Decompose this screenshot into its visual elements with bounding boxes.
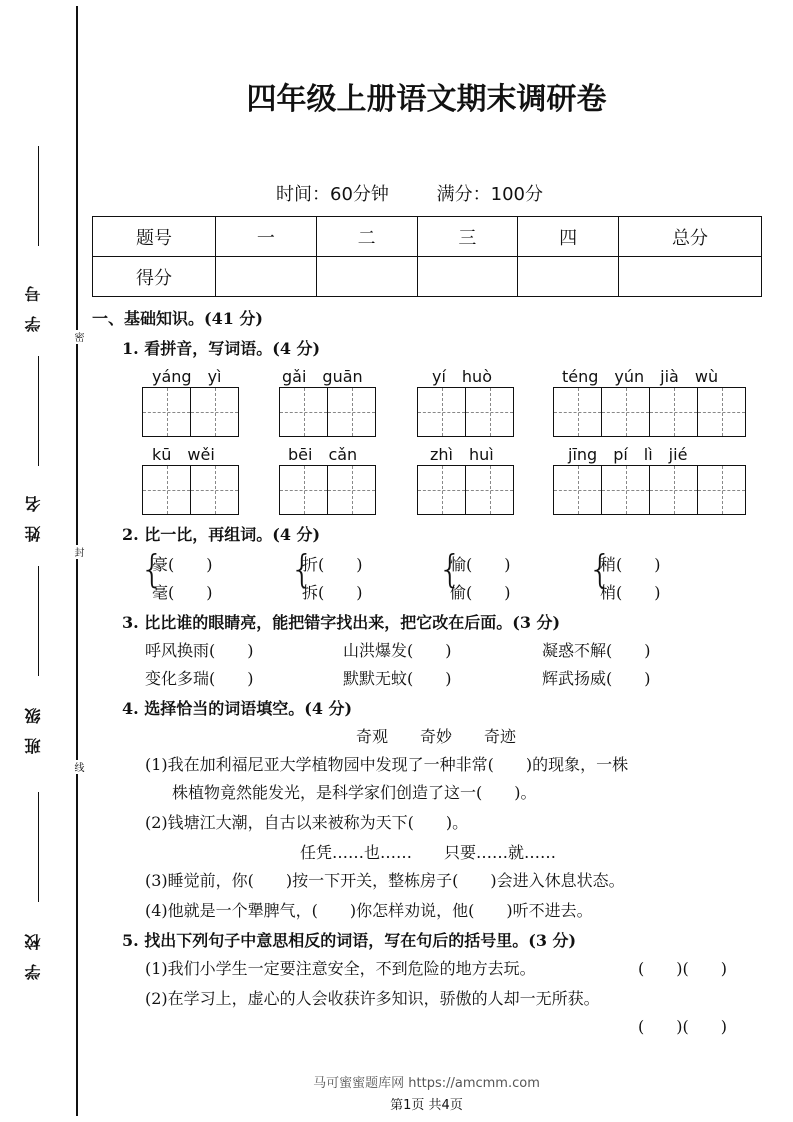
idiom-item: 辉武扬威( ): [542, 669, 651, 688]
score-input-cell[interactable]: [216, 257, 317, 297]
writing-grid[interactable]: [142, 465, 239, 515]
school-rule: [38, 792, 39, 902]
pinyin: bēi cǎn: [288, 445, 358, 464]
pinyin: yí huò: [432, 367, 492, 386]
answer-brackets: ( )( ): [638, 1017, 727, 1036]
compare-word: 折( ): [302, 555, 363, 574]
idiom-item: 凝惑不解( ): [542, 641, 651, 660]
writing-grid[interactable]: [553, 465, 746, 515]
q2-title: 2. 比一比，再组词。(4 分): [122, 525, 321, 544]
score-header-cell: 题号: [93, 217, 216, 257]
score-header-cell: 四: [518, 217, 619, 257]
brace: {: [290, 547, 315, 591]
compare-word: 豪( ): [152, 555, 213, 574]
pinyin: yáng yì: [152, 367, 222, 386]
answer-brackets: ( )( ): [638, 959, 727, 978]
writing-grid[interactable]: [417, 465, 514, 515]
exam-meta: [276, 180, 585, 206]
name-rule: [38, 356, 39, 466]
score-header-cell: 二: [316, 217, 417, 257]
compare-word: 拆( ): [302, 583, 363, 602]
compare-word: 毫( ): [152, 583, 213, 602]
student-id-rule: [38, 146, 39, 246]
compare-word: 梢( ): [600, 583, 661, 602]
score-table: [92, 216, 762, 297]
pinyin: téng yún jià wù: [562, 367, 719, 386]
brace: {: [588, 547, 613, 591]
full-score: 满分：100分: [436, 184, 543, 205]
score-input-cell[interactable]: [417, 257, 518, 297]
seal-mark-mi: 密: [72, 332, 83, 342]
seal-mark-xian: 线: [72, 762, 83, 772]
school-label: 学校: [24, 920, 43, 980]
writing-grid[interactable]: [142, 387, 239, 437]
watermark: 马可蜜蜜题库网 https://amcmm.com: [313, 1076, 540, 1091]
writing-grid[interactable]: [417, 387, 514, 437]
pinyin: gǎi guān: [282, 367, 363, 386]
q1-title: 1. 看拼音，写词语。(4 分): [122, 339, 321, 358]
score-input-cell[interactable]: [518, 257, 619, 297]
pinyin: zhì huì: [430, 445, 494, 464]
question-line: (1)我们小学生一定要注意安全，不到危险的地方去玩。: [145, 959, 536, 978]
score-header-cell: 一: [216, 217, 317, 257]
question-line: 株植物竟然能发光，是科学家们创造了这一( )。: [172, 783, 537, 802]
writing-grid[interactable]: [553, 387, 746, 437]
word-bank: 任凭……也…… 只要……就……: [300, 843, 557, 862]
question-line: (2)钱塘江大潮，自古以来被称为天下( )。: [145, 813, 469, 832]
seal-mark-feng: 封: [72, 547, 83, 557]
score-input-cell[interactable]: [619, 257, 762, 297]
brace: {: [140, 547, 165, 591]
section-heading: 一、基础知识。(41 分): [92, 309, 263, 328]
question-line: (4)他就是一个犟脾气，( )你怎样劝说，他( )听不进去。: [145, 901, 593, 920]
score-header-cell: 三: [417, 217, 518, 257]
compare-word: 稍( ): [600, 555, 661, 574]
pinyin: kū wěi: [152, 445, 215, 464]
question-line: (2)在学习上，虚心的人会收获许多知识，骄傲的人却一无所获。: [145, 989, 600, 1008]
page-title: 四年级上册语文期末调研卷: [246, 82, 607, 117]
binding-line: [76, 6, 78, 1116]
idiom-item: 山洪爆发( ): [343, 641, 452, 660]
student-id-label: 学号: [24, 272, 43, 332]
class-label: 班级: [24, 694, 43, 754]
pinyin: jīng pí lì jié: [568, 445, 688, 464]
idiom-item: 默默无蚊( ): [343, 669, 452, 688]
time-limit: 时间：60分钟: [276, 184, 389, 205]
score-input-cell[interactable]: [316, 257, 417, 297]
page-number: 第1页 共4页: [390, 1098, 463, 1113]
q4-title: 4. 选择恰当的词语填空。(4 分): [122, 699, 353, 718]
word-bank: 奇观 奇妙 奇迹: [356, 727, 517, 746]
compare-word: 愉( ): [450, 555, 511, 574]
question-line: (1)我在加利福尼亚大学植物园中发现了一种非常( )的现象，一株: [145, 755, 629, 774]
q3-title: 3. 比比谁的眼睛亮，能把错字找出来，把它改在后面。(3 分): [122, 613, 561, 632]
score-row-label: 得分: [93, 257, 216, 297]
brace: {: [438, 547, 463, 591]
question-line: (3)睡觉前，你( )按一下开关，整栋房子( )会进入休息状态。: [145, 871, 625, 890]
compare-word: 偷( ): [450, 583, 511, 602]
score-header-cell: 总分: [619, 217, 762, 257]
name-label: 姓名: [24, 482, 43, 542]
q5-title: 5. 找出下列句子中意思相反的词语，写在句后的括号里。(3 分): [122, 931, 577, 950]
writing-grid[interactable]: [279, 465, 376, 515]
idiom-item: 呼风换雨( ): [145, 641, 254, 660]
writing-grid[interactable]: [279, 387, 376, 437]
class-rule: [38, 566, 39, 676]
idiom-item: 变化多瑞( ): [145, 669, 254, 688]
